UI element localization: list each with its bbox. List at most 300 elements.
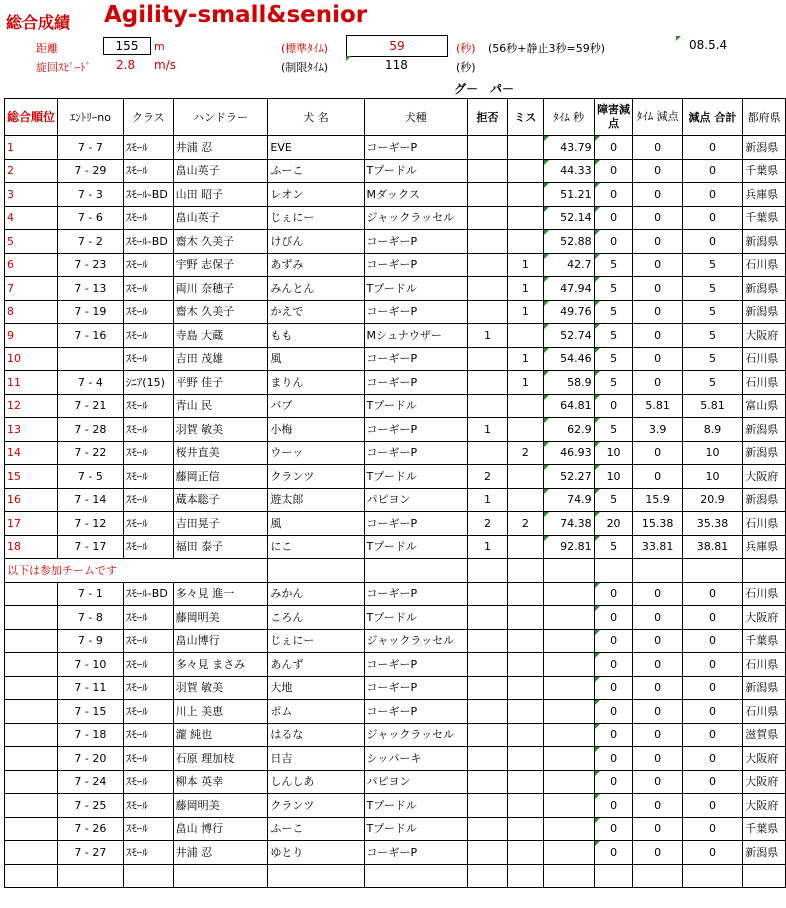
time-cell-value: 47.94 <box>560 281 592 295</box>
miss-cell <box>508 230 543 254</box>
handler-cell: 福田 泰子 <box>173 535 268 559</box>
entry-cell: 7 - 3 <box>58 183 124 207</box>
time-cell-value: 51.21 <box>560 187 592 201</box>
time-cell <box>543 700 594 724</box>
refusal-cell: 2 <box>467 512 507 536</box>
prefecture-cell: 石川県 <box>743 253 786 277</box>
breed-cell: コーギーP <box>364 230 467 254</box>
cell-marker <box>595 583 600 588</box>
obstacle-penalty-cell <box>594 512 633 536</box>
col-total: 減点 合計 <box>682 99 743 136</box>
total-cell: 0 <box>682 629 743 653</box>
total-cell: 0 <box>682 159 743 183</box>
cell-marker <box>595 606 600 611</box>
cell-marker <box>544 512 549 517</box>
time-cell-value: 92.81 <box>560 540 592 554</box>
total-cell: 0 <box>682 817 743 841</box>
time-cell-value: 74.38 <box>560 516 592 530</box>
time-penalty-cell: 0 <box>633 676 682 700</box>
refusal-cell <box>467 629 507 653</box>
col-refusal: 拒否 <box>467 99 507 136</box>
cell-marker <box>544 371 549 376</box>
rank-cell <box>5 723 58 747</box>
cell-marker <box>595 630 600 635</box>
time-cell-value: 52.88 <box>560 234 592 248</box>
breed-cell: シッパーキ <box>364 747 467 771</box>
cell-marker <box>544 536 549 541</box>
dog-cell: かえで <box>268 300 364 324</box>
std-time-note: (56秒+静止3秒=59秒) <box>488 42 606 55</box>
dog-cell: 小梅 <box>268 418 364 442</box>
obstacle-penalty-cell <box>594 159 633 183</box>
empty-cell <box>467 559 507 583</box>
breed-cell: コーギーP <box>364 441 467 465</box>
prefecture-cell: 石川県 <box>743 700 786 724</box>
breed-cell: パピヨン <box>364 488 467 512</box>
team-notice: 以下は参加チームです <box>5 559 268 583</box>
cell-marker <box>346 56 351 61</box>
col-prefecture: 都府県 <box>743 99 786 136</box>
prefecture-cell: 新潟県 <box>743 136 786 160</box>
breed-cell: コーギーP <box>364 700 467 724</box>
empty-cell <box>467 864 507 888</box>
cell-marker <box>595 183 600 188</box>
rank-cell <box>5 629 58 653</box>
cell-marker <box>544 442 549 447</box>
rank-cell: 6 <box>5 253 58 277</box>
obstacle-penalty-cell <box>594 794 633 818</box>
rank-cell <box>5 770 58 794</box>
col-time-penalty: ﾀｲﾑ 減点 <box>633 99 682 136</box>
obstacle-penalty-cell <box>594 770 633 794</box>
class-cell: ｽﾓｰﾙ <box>123 747 173 771</box>
breed-cell: コーギーP <box>364 253 467 277</box>
rank-cell <box>5 747 58 771</box>
miss-cell <box>508 488 543 512</box>
dog-cell: ウーッ <box>268 441 364 465</box>
obstacle-penalty-cell <box>594 535 633 559</box>
total-cell: 0 <box>682 606 743 630</box>
breed-cell: コーギーP <box>364 300 467 324</box>
time-cell <box>543 512 594 536</box>
rank-cell: 18 <box>5 535 58 559</box>
time-penalty-cell: 0 <box>633 347 682 371</box>
handler-cell: 畠山英子 <box>173 206 268 230</box>
prefecture-cell: 大阪府 <box>743 324 786 348</box>
dog-cell: 風 <box>268 347 364 371</box>
time-cell <box>543 817 594 841</box>
cell-marker <box>595 371 600 376</box>
miss-cell: 1 <box>508 347 543 371</box>
total-cell: 20.9 <box>682 488 743 512</box>
breed-cell: Mシュナウザー <box>364 324 467 348</box>
time-penalty-cell: 0 <box>633 841 682 865</box>
time-cell <box>543 394 594 418</box>
cell-marker <box>595 771 600 776</box>
obstacle-penalty-cell <box>594 441 633 465</box>
total-cell: 0 <box>682 183 743 207</box>
entry-cell: 7 - 1 <box>58 582 124 606</box>
limit-time-value: 118 <box>385 58 408 72</box>
total-cell: 0 <box>682 676 743 700</box>
table-row <box>5 371 786 395</box>
std-time-value: 59 <box>346 35 448 57</box>
time-penalty-cell: 0 <box>633 817 682 841</box>
prefecture-cell: 新潟県 <box>743 418 786 442</box>
dog-cell: レオン <box>268 183 364 207</box>
obstacle-penalty-cell <box>594 394 633 418</box>
breed-cell: コーギーP <box>364 136 467 160</box>
handler-cell: 多々見 進一 <box>173 582 268 606</box>
class-cell: ｽﾓｰﾙ <box>123 394 173 418</box>
breed-cell: Tプードル <box>364 159 467 183</box>
obstacle-penalty-cell <box>594 700 633 724</box>
dog-cell: クランツ <box>268 794 364 818</box>
time-penalty-cell: 0 <box>633 794 682 818</box>
time-cell <box>543 253 594 277</box>
obstacle-penalty-cell <box>594 277 633 301</box>
entry-cell: 7 - 19 <box>58 300 124 324</box>
rank-cell: 15 <box>5 465 58 489</box>
rank-cell: 8 <box>5 300 58 324</box>
rank-cell <box>5 700 58 724</box>
obstacle-penalty-cell-value: 10 <box>606 446 621 460</box>
class-cell: ｽﾓｰﾙ <box>123 324 173 348</box>
class-cell: ｽﾓｰﾙ <box>123 700 173 724</box>
time-cell <box>543 535 594 559</box>
prefecture-cell: 大阪府 <box>743 606 786 630</box>
obstacle-penalty-cell <box>594 817 633 841</box>
entry-cell: 7 - 11 <box>58 676 124 700</box>
empty-cell <box>633 864 682 888</box>
time-cell <box>543 841 594 865</box>
time-cell-value: 46.93 <box>560 446 592 460</box>
col-dog: 犬 名 <box>268 99 364 136</box>
obstacle-penalty-cell <box>594 747 633 771</box>
time-cell <box>543 230 594 254</box>
total-cell: 0 <box>682 230 743 254</box>
miss-cell <box>508 770 543 794</box>
rank-cell <box>5 676 58 700</box>
rank-cell: 16 <box>5 488 58 512</box>
handler-cell: 柳本 英幸 <box>173 770 268 794</box>
handler-cell: 川上 美恵 <box>173 700 268 724</box>
obstacle-penalty-cell-value: 5 <box>610 493 618 507</box>
table-row <box>5 183 786 207</box>
time-cell-value: 42.7 <box>567 258 592 272</box>
rank-cell: 5 <box>5 230 58 254</box>
prefecture-cell: 石川県 <box>743 347 786 371</box>
refusal-cell <box>467 230 507 254</box>
rank-cell <box>5 606 58 630</box>
cell-marker <box>544 254 549 259</box>
total-cell: 35.38 <box>682 512 743 536</box>
cell-marker <box>595 277 600 282</box>
breed-cell: コーギーP <box>364 418 467 442</box>
handler-cell: 畠山博行 <box>173 629 268 653</box>
handler-cell: 藤岡正信 <box>173 465 268 489</box>
class-cell: ｽﾓｰﾙ <box>123 418 173 442</box>
entry-cell: 7 - 26 <box>58 817 124 841</box>
obstacle-penalty-cell-value: 0 <box>610 587 618 601</box>
breed-cell: Tプードル <box>364 817 467 841</box>
refusal-cell <box>467 394 507 418</box>
miss-cell <box>508 324 543 348</box>
empty-cell <box>743 559 786 583</box>
obstacle-penalty-cell-value: 0 <box>610 751 618 765</box>
distance-label: 距離 <box>36 42 58 55</box>
empty-cell <box>173 864 268 888</box>
time-penalty-cell: 3.9 <box>633 418 682 442</box>
cell-marker <box>595 324 600 329</box>
entry-cell: 7 - 9 <box>58 629 124 653</box>
total-cell: 10 <box>682 465 743 489</box>
class-cell: ｼﾆｱ(15) <box>123 371 173 395</box>
cell-marker <box>595 418 600 423</box>
entry-cell: 7 - 2 <box>58 230 124 254</box>
prefecture-cell: 新潟県 <box>743 230 786 254</box>
handler-cell: 吉田晃子 <box>173 512 268 536</box>
cell-marker <box>595 677 600 682</box>
dog-cell: 風 <box>268 512 364 536</box>
time-cell <box>543 136 594 160</box>
dog-cell: ふーこ <box>268 817 364 841</box>
obstacle-penalty-cell <box>594 371 633 395</box>
dog-cell: じぇにー <box>268 206 364 230</box>
col-breed: 犬種 <box>364 99 467 136</box>
dog-cell: ころん <box>268 606 364 630</box>
entry-cell: 7 - 18 <box>58 723 124 747</box>
time-cell-value: 52.14 <box>560 211 592 225</box>
team-row <box>5 629 786 653</box>
obstacle-penalty-cell-value: 0 <box>610 681 618 695</box>
refusal-cell: 1 <box>467 324 507 348</box>
time-cell <box>543 277 594 301</box>
prefecture-cell: 新潟県 <box>743 676 786 700</box>
class-cell: ｽﾓｰﾙ-BD <box>123 582 173 606</box>
breed-cell: パピヨン <box>364 770 467 794</box>
time-penalty-cell: 0 <box>633 582 682 606</box>
total-cell: 8.9 <box>682 418 743 442</box>
miss-cell <box>508 653 543 677</box>
class-cell: ｽﾓｰﾙ <box>123 723 173 747</box>
rank-cell: 13 <box>5 418 58 442</box>
rank-cell: 2 <box>5 159 58 183</box>
rank-cell: 1 <box>5 136 58 160</box>
prefecture-cell: 兵庫県 <box>743 535 786 559</box>
total-cell: 5 <box>682 347 743 371</box>
refusal-cell <box>467 794 507 818</box>
cell-marker <box>595 794 600 799</box>
dog-cell: あんず <box>268 653 364 677</box>
cell-marker <box>595 207 600 212</box>
obstacle-penalty-cell-value: 0 <box>610 657 618 671</box>
time-cell <box>543 418 594 442</box>
miss-cell <box>508 606 543 630</box>
refusal-cell <box>467 347 507 371</box>
time-penalty-cell: 5.81 <box>633 394 682 418</box>
entry-cell: 7 - 24 <box>58 770 124 794</box>
obstacle-penalty-cell-value: 0 <box>610 140 618 154</box>
time-penalty-cell: 0 <box>633 723 682 747</box>
total-cell: 5 <box>682 371 743 395</box>
time-cell-value: 43.79 <box>560 140 592 154</box>
handler-cell: 畠山 博行 <box>173 817 268 841</box>
empty-cell <box>268 864 364 888</box>
obstacle-penalty-cell-value: 5 <box>610 375 618 389</box>
date: 08.5.4 <box>689 38 728 52</box>
empty-cell <box>5 864 58 888</box>
table-row <box>5 418 786 442</box>
dog-cell: 日吉 <box>268 747 364 771</box>
entry-cell: 7 - 6 <box>58 206 124 230</box>
empty-cell <box>364 864 467 888</box>
table-row <box>5 394 786 418</box>
empty-cell <box>743 864 786 888</box>
miss-cell <box>508 676 543 700</box>
miss-cell: 1 <box>508 300 543 324</box>
breed-cell: Tプードル <box>364 394 467 418</box>
time-cell <box>543 629 594 653</box>
breed-cell: コーギーP <box>364 371 467 395</box>
rank-cell: 7 <box>5 277 58 301</box>
time-cell <box>543 371 594 395</box>
entry-cell: 7 - 8 <box>58 606 124 630</box>
cell-marker <box>595 841 600 846</box>
table-row <box>5 535 786 559</box>
obstacle-penalty-cell-value: 0 <box>610 728 618 742</box>
team-row <box>5 817 786 841</box>
time-cell <box>543 183 594 207</box>
time-penalty-cell: 0 <box>633 159 682 183</box>
cell-marker <box>595 653 600 658</box>
table-row <box>5 206 786 230</box>
time-cell <box>543 465 594 489</box>
dog-cell: ポム <box>268 700 364 724</box>
obstacle-penalty-cell-value: 5 <box>610 281 618 295</box>
time-cell <box>543 324 594 348</box>
cell-marker <box>595 747 600 752</box>
entry-cell: 7 - 20 <box>58 747 124 771</box>
obstacle-penalty-cell-value: 0 <box>610 634 618 648</box>
std-time-label: (標準ﾀｲﾑ) <box>281 42 329 55</box>
total-cell: 0 <box>682 653 743 677</box>
cell-marker <box>544 489 549 494</box>
refusal-cell <box>467 606 507 630</box>
cell-marker <box>544 183 549 188</box>
prefecture-cell: 兵庫県 <box>743 183 786 207</box>
total-cell: 0 <box>682 582 743 606</box>
entry-cell: 7 - 16 <box>58 324 124 348</box>
team-row <box>5 770 786 794</box>
prefecture-cell: 石川県 <box>743 653 786 677</box>
breed-cell: コーギーP <box>364 841 467 865</box>
team-row <box>5 723 786 747</box>
total-cell: 0 <box>682 206 743 230</box>
time-cell-value: 62.9 <box>567 422 592 436</box>
class-cell: ｽﾓｰﾙ <box>123 441 173 465</box>
refusal-cell <box>467 676 507 700</box>
prefecture-cell: 新潟県 <box>743 277 786 301</box>
refusal-cell <box>467 700 507 724</box>
time-penalty-cell: 0 <box>633 136 682 160</box>
refusal-cell <box>467 159 507 183</box>
obstacle-penalty-cell <box>594 653 633 677</box>
obstacle-penalty-cell <box>594 841 633 865</box>
dog-cell: ゆとり <box>268 841 364 865</box>
time-cell-value: 64.81 <box>560 399 592 413</box>
team-row <box>5 747 786 771</box>
obstacle-penalty-cell <box>594 629 633 653</box>
obstacle-penalty-cell <box>594 582 633 606</box>
class-cell: ｽﾓｰﾙ <box>123 206 173 230</box>
time-cell <box>543 606 594 630</box>
time-penalty-cell: 0 <box>633 371 682 395</box>
doc-title: 総合成績 <box>6 13 71 32</box>
dog-cell: もも <box>268 324 364 348</box>
class-cell: ｽﾓｰﾙ <box>123 770 173 794</box>
refusal-cell: 1 <box>467 535 507 559</box>
entry-cell: 7 - 4 <box>58 371 124 395</box>
entry-cell: 7 - 17 <box>58 535 124 559</box>
total-cell: 0 <box>682 841 743 865</box>
obstacle-penalty-cell-value: 0 <box>610 822 618 836</box>
distance-unit: m <box>154 40 165 53</box>
table-row <box>5 300 786 324</box>
total-cell: 38.81 <box>682 535 743 559</box>
total-cell: 10 <box>682 441 743 465</box>
rank-cell: 14 <box>5 441 58 465</box>
refusal-cell <box>467 371 507 395</box>
entry-cell: 7 - 10 <box>58 653 124 677</box>
class-cell: ｽﾓｰﾙ <box>123 253 173 277</box>
miss-cell <box>508 465 543 489</box>
entry-cell: 7 - 13 <box>58 277 124 301</box>
speed-value: 2.8 <box>116 58 136 72</box>
cell-marker <box>595 700 600 705</box>
breed-cell: Tプードル <box>364 465 467 489</box>
total-cell: 0 <box>682 770 743 794</box>
handler-cell: 羽賀 敏美 <box>173 676 268 700</box>
cell-marker <box>595 254 600 259</box>
breed-cell: ジャックラッセル <box>364 629 467 653</box>
miss-cell <box>508 183 543 207</box>
class-cell: ｽﾓｰﾙ <box>123 535 173 559</box>
time-cell <box>543 653 594 677</box>
entry-cell: 7 - 12 <box>58 512 124 536</box>
breed-cell: Tプードル <box>364 794 467 818</box>
empty-cell <box>594 864 633 888</box>
dog-cell: まりん <box>268 371 364 395</box>
time-penalty-cell: 0 <box>633 300 682 324</box>
prefecture-cell: 新潟県 <box>743 441 786 465</box>
prefecture-cell: 新潟県 <box>743 488 786 512</box>
obstacle-penalty-cell-value: 0 <box>610 234 618 248</box>
rank-cell <box>5 653 58 677</box>
time-cell <box>543 300 594 324</box>
dog-cell: しんしあ <box>268 770 364 794</box>
table-row <box>5 347 786 371</box>
cell-marker <box>595 136 600 141</box>
dog-cell: みんとん <box>268 277 364 301</box>
table-row <box>5 277 786 301</box>
refusal-cell <box>467 582 507 606</box>
col-time: ﾀｲﾑ 秒 <box>543 99 594 136</box>
handler-cell: 蔵本聡子 <box>173 488 268 512</box>
class-cell: ｽﾓｰﾙ <box>123 512 173 536</box>
handler-cell: 畠山英子 <box>173 159 268 183</box>
time-penalty-cell: 0 <box>633 277 682 301</box>
